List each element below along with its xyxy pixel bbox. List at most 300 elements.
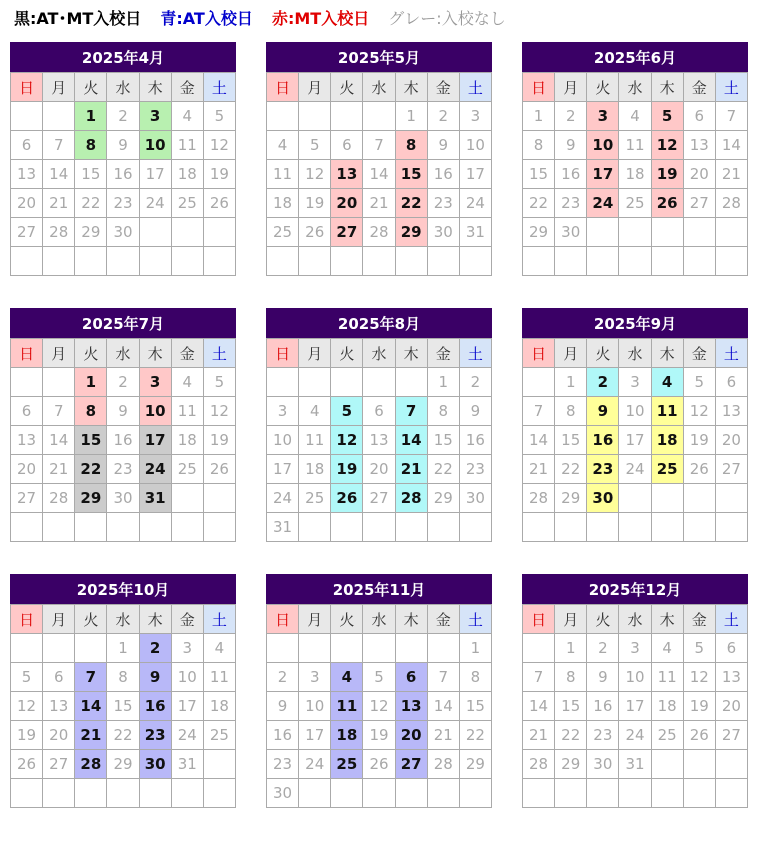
day-cell: 4: [267, 131, 299, 160]
day-cell: [427, 513, 459, 542]
day-cell: 11: [299, 426, 331, 455]
day-cell: 13: [395, 692, 427, 721]
day-cell: 13: [715, 663, 747, 692]
day-cell: 4: [651, 368, 683, 397]
day-cell: 26: [299, 218, 331, 247]
day-cell: [715, 779, 747, 808]
weekday-header: 金: [683, 605, 715, 634]
day-cell: 5: [299, 131, 331, 160]
weekday-header: 火: [75, 339, 107, 368]
day-cell: 15: [75, 426, 107, 455]
day-cell: 21: [75, 721, 107, 750]
legend-gray: グレー:入校なし: [388, 9, 506, 28]
day-cell: 28: [427, 750, 459, 779]
day-cell: [171, 484, 203, 513]
day-cell: [43, 102, 75, 131]
day-cell: [171, 247, 203, 276]
day-cell: 10: [619, 663, 651, 692]
day-cell: 29: [555, 484, 587, 513]
day-cell: [683, 484, 715, 513]
weekday-header: 木: [651, 605, 683, 634]
day-cell: [363, 779, 395, 808]
day-cell: 8: [555, 397, 587, 426]
day-cell: 24: [139, 455, 171, 484]
day-cell: 13: [11, 160, 43, 189]
day-cell: 26: [331, 484, 363, 513]
day-cell: [331, 779, 363, 808]
weekday-header: 土: [203, 73, 235, 102]
day-cell: 31: [139, 484, 171, 513]
month-calendar: [522, 308, 748, 542]
day-cell: [363, 247, 395, 276]
day-cell: 27: [43, 750, 75, 779]
weekday-header: 月: [555, 605, 587, 634]
weekday-header: 木: [395, 339, 427, 368]
weekday-header: 日: [11, 73, 43, 102]
day-cell: 12: [331, 426, 363, 455]
day-cell: 17: [171, 692, 203, 721]
day-cell: 24: [139, 189, 171, 218]
day-cell: [619, 218, 651, 247]
day-cell: 1: [427, 368, 459, 397]
day-cell: 12: [683, 397, 715, 426]
weekday-header: 水: [107, 605, 139, 634]
day-cell: 24: [619, 721, 651, 750]
day-cell: 27: [363, 484, 395, 513]
day-cell: 27: [11, 218, 43, 247]
day-cell: [683, 513, 715, 542]
day-cell: [395, 513, 427, 542]
day-cell: 19: [331, 455, 363, 484]
day-cell: 12: [203, 397, 235, 426]
day-cell: 22: [107, 721, 139, 750]
day-cell: 2: [587, 368, 619, 397]
day-cell: 4: [651, 634, 683, 663]
weekday-header: 金: [171, 605, 203, 634]
day-cell: [459, 247, 491, 276]
day-cell: [651, 779, 683, 808]
day-cell: 7: [715, 102, 747, 131]
day-cell: 23: [427, 189, 459, 218]
day-cell: [715, 484, 747, 513]
day-cell: [395, 368, 427, 397]
weekday-header: 月: [299, 73, 331, 102]
day-cell: [299, 247, 331, 276]
day-cell: [75, 513, 107, 542]
day-cell: 6: [683, 102, 715, 131]
weekday-header: 火: [587, 605, 619, 634]
day-cell: 23: [107, 455, 139, 484]
day-cell: 24: [619, 455, 651, 484]
day-cell: [363, 102, 395, 131]
day-cell: 10: [299, 692, 331, 721]
day-cell: 26: [363, 750, 395, 779]
day-cell: [11, 779, 43, 808]
weekday-header: 火: [587, 73, 619, 102]
day-cell: 4: [331, 663, 363, 692]
day-cell: 30: [587, 750, 619, 779]
month-table: [266, 604, 492, 808]
day-cell: [331, 513, 363, 542]
day-cell: [11, 513, 43, 542]
weekday-header: 金: [171, 339, 203, 368]
weekday-header: 火: [75, 605, 107, 634]
day-cell: 17: [619, 426, 651, 455]
day-cell: 11: [171, 397, 203, 426]
day-cell: 1: [75, 102, 107, 131]
weekday-header: 木: [395, 73, 427, 102]
day-cell: 21: [523, 455, 555, 484]
month-title: 2025年6月: [522, 42, 748, 72]
day-cell: 28: [395, 484, 427, 513]
day-cell: 15: [395, 160, 427, 189]
day-cell: 23: [267, 750, 299, 779]
day-cell: 4: [171, 102, 203, 131]
month-table: [10, 72, 236, 276]
day-cell: 2: [587, 634, 619, 663]
day-cell: 30: [107, 218, 139, 247]
day-cell: 14: [363, 160, 395, 189]
day-cell: 2: [555, 102, 587, 131]
day-cell: 18: [203, 692, 235, 721]
day-cell: 16: [587, 426, 619, 455]
day-cell: [267, 102, 299, 131]
weekday-header: 金: [683, 339, 715, 368]
legend-blue: 青:AT入校日: [160, 9, 253, 28]
day-cell: [43, 513, 75, 542]
weekday-header: 水: [363, 73, 395, 102]
day-cell: 30: [555, 218, 587, 247]
day-cell: 4: [203, 634, 235, 663]
month-title: 2025年4月: [10, 42, 236, 72]
day-cell: 17: [299, 721, 331, 750]
day-cell: 22: [395, 189, 427, 218]
weekday-header: 日: [267, 339, 299, 368]
day-cell: 5: [651, 102, 683, 131]
weekday-header: 土: [715, 339, 747, 368]
day-cell: 19: [299, 189, 331, 218]
day-cell: 6: [363, 397, 395, 426]
weekday-header: 水: [363, 339, 395, 368]
day-cell: 14: [715, 131, 747, 160]
day-cell: 1: [555, 634, 587, 663]
weekday-header: 土: [459, 605, 491, 634]
day-cell: [523, 368, 555, 397]
day-cell: 19: [683, 692, 715, 721]
day-cell: [75, 634, 107, 663]
day-cell: 18: [331, 721, 363, 750]
day-cell: 29: [75, 218, 107, 247]
weekday-header: 月: [299, 605, 331, 634]
day-cell: 21: [43, 189, 75, 218]
day-cell: 3: [619, 368, 651, 397]
day-cell: [139, 779, 171, 808]
day-cell: 18: [171, 426, 203, 455]
day-cell: 24: [171, 721, 203, 750]
day-cell: 5: [683, 368, 715, 397]
day-cell: [427, 247, 459, 276]
day-cell: [267, 247, 299, 276]
day-cell: 3: [139, 368, 171, 397]
day-cell: 9: [427, 131, 459, 160]
day-cell: 30: [107, 484, 139, 513]
day-cell: 31: [619, 750, 651, 779]
day-cell: 21: [43, 455, 75, 484]
day-cell: 13: [331, 160, 363, 189]
day-cell: [171, 513, 203, 542]
day-cell: 9: [139, 663, 171, 692]
day-cell: 23: [587, 721, 619, 750]
day-cell: 5: [203, 102, 235, 131]
day-cell: [587, 218, 619, 247]
day-cell: 22: [523, 189, 555, 218]
day-cell: 8: [395, 131, 427, 160]
day-cell: 10: [459, 131, 491, 160]
day-cell: 28: [75, 750, 107, 779]
day-cell: 1: [555, 368, 587, 397]
day-cell: 2: [427, 102, 459, 131]
day-cell: [619, 484, 651, 513]
day-cell: [363, 513, 395, 542]
day-cell: [459, 513, 491, 542]
day-cell: 10: [171, 663, 203, 692]
day-cell: [427, 779, 459, 808]
day-cell: 16: [555, 160, 587, 189]
day-cell: [523, 779, 555, 808]
day-cell: 8: [459, 663, 491, 692]
day-cell: 20: [715, 692, 747, 721]
day-cell: 17: [587, 160, 619, 189]
day-cell: 15: [459, 692, 491, 721]
day-cell: 21: [427, 721, 459, 750]
day-cell: 2: [459, 368, 491, 397]
day-cell: [331, 368, 363, 397]
day-cell: 1: [75, 368, 107, 397]
day-cell: 25: [651, 455, 683, 484]
day-cell: 5: [11, 663, 43, 692]
day-cell: 24: [299, 750, 331, 779]
month-calendar: [10, 308, 236, 542]
day-cell: 4: [171, 368, 203, 397]
day-cell: 21: [395, 455, 427, 484]
day-cell: [587, 779, 619, 808]
day-cell: 28: [43, 484, 75, 513]
day-cell: 7: [523, 663, 555, 692]
day-cell: 7: [395, 397, 427, 426]
day-cell: 10: [587, 131, 619, 160]
day-cell: 20: [331, 189, 363, 218]
day-cell: 28: [43, 218, 75, 247]
day-cell: 19: [651, 160, 683, 189]
day-cell: 17: [459, 160, 491, 189]
day-cell: 16: [107, 426, 139, 455]
day-cell: 4: [619, 102, 651, 131]
weekday-header: 土: [203, 605, 235, 634]
day-cell: 17: [139, 160, 171, 189]
day-cell: 2: [107, 102, 139, 131]
day-cell: [715, 247, 747, 276]
day-cell: 26: [203, 189, 235, 218]
day-cell: 22: [75, 189, 107, 218]
day-cell: [683, 750, 715, 779]
day-cell: 18: [651, 426, 683, 455]
day-cell: 25: [299, 484, 331, 513]
day-cell: 27: [683, 189, 715, 218]
day-cell: 21: [523, 721, 555, 750]
day-cell: 6: [11, 397, 43, 426]
day-cell: 27: [331, 218, 363, 247]
day-cell: 11: [651, 397, 683, 426]
day-cell: 29: [555, 750, 587, 779]
weekday-header: 月: [43, 339, 75, 368]
day-cell: 31: [267, 513, 299, 542]
day-cell: 3: [139, 102, 171, 131]
weekday-header: 木: [139, 339, 171, 368]
day-cell: 20: [43, 721, 75, 750]
weekday-header: 月: [555, 73, 587, 102]
legend: [14, 6, 520, 32]
day-cell: [651, 484, 683, 513]
day-cell: [523, 247, 555, 276]
day-cell: 29: [459, 750, 491, 779]
day-cell: [11, 102, 43, 131]
day-cell: 6: [11, 131, 43, 160]
day-cell: 29: [107, 750, 139, 779]
day-cell: 14: [523, 426, 555, 455]
weekday-header: 日: [11, 605, 43, 634]
day-cell: [651, 513, 683, 542]
day-cell: 25: [171, 189, 203, 218]
day-cell: 7: [523, 397, 555, 426]
day-cell: [459, 779, 491, 808]
day-cell: [43, 779, 75, 808]
day-cell: [203, 218, 235, 247]
weekday-header: 水: [619, 73, 651, 102]
day-cell: 19: [203, 160, 235, 189]
day-cell: 16: [587, 692, 619, 721]
day-cell: 16: [459, 426, 491, 455]
day-cell: [619, 779, 651, 808]
day-cell: 29: [523, 218, 555, 247]
day-cell: 23: [107, 189, 139, 218]
day-cell: 25: [331, 750, 363, 779]
day-cell: 16: [267, 721, 299, 750]
day-cell: 25: [619, 189, 651, 218]
day-cell: 11: [171, 131, 203, 160]
weekday-header: 木: [395, 605, 427, 634]
day-cell: 9: [107, 397, 139, 426]
day-cell: 20: [715, 426, 747, 455]
day-cell: 19: [11, 721, 43, 750]
day-cell: 10: [267, 426, 299, 455]
day-cell: [619, 247, 651, 276]
day-cell: [171, 779, 203, 808]
day-cell: 27: [715, 455, 747, 484]
day-cell: [683, 247, 715, 276]
month-table: [522, 604, 748, 808]
legend-red: 赤:MT入校日: [271, 9, 370, 28]
day-cell: 26: [651, 189, 683, 218]
day-cell: 29: [427, 484, 459, 513]
day-cell: 30: [139, 750, 171, 779]
day-cell: 18: [651, 692, 683, 721]
month-calendar: [522, 574, 748, 808]
weekday-header: 水: [619, 605, 651, 634]
day-cell: 28: [715, 189, 747, 218]
weekday-header: 水: [363, 605, 395, 634]
day-cell: 29: [395, 218, 427, 247]
weekday-header: 木: [139, 73, 171, 102]
weekday-header: 水: [107, 339, 139, 368]
day-cell: 7: [75, 663, 107, 692]
weekday-header: 月: [43, 605, 75, 634]
day-cell: 25: [651, 721, 683, 750]
month-title: 2025年7月: [10, 308, 236, 338]
month-calendar: [10, 42, 236, 276]
month-title: 2025年12月: [522, 574, 748, 604]
day-cell: 2: [139, 634, 171, 663]
day-cell: 19: [203, 426, 235, 455]
month-table: [266, 338, 492, 542]
weekday-header: 日: [267, 73, 299, 102]
day-cell: [203, 513, 235, 542]
day-cell: [395, 634, 427, 663]
day-cell: 17: [139, 426, 171, 455]
day-cell: 3: [459, 102, 491, 131]
day-cell: 8: [107, 663, 139, 692]
day-cell: [203, 484, 235, 513]
weekday-header: 水: [619, 339, 651, 368]
day-cell: 6: [331, 131, 363, 160]
day-cell: 26: [683, 721, 715, 750]
day-cell: 22: [75, 455, 107, 484]
day-cell: 9: [267, 692, 299, 721]
day-cell: 3: [267, 397, 299, 426]
day-cell: 11: [651, 663, 683, 692]
day-cell: 21: [363, 189, 395, 218]
day-cell: 6: [395, 663, 427, 692]
day-cell: 5: [203, 368, 235, 397]
weekday-header: 月: [43, 73, 75, 102]
month-table: [10, 338, 236, 542]
day-cell: [203, 779, 235, 808]
day-cell: 29: [75, 484, 107, 513]
day-cell: 18: [171, 160, 203, 189]
day-cell: 9: [555, 131, 587, 160]
day-cell: 13: [683, 131, 715, 160]
day-cell: [11, 634, 43, 663]
day-cell: [331, 247, 363, 276]
day-cell: 11: [619, 131, 651, 160]
day-cell: [75, 247, 107, 276]
day-cell: 27: [11, 484, 43, 513]
month-calendar: [266, 308, 492, 542]
day-cell: [683, 218, 715, 247]
day-cell: [331, 102, 363, 131]
day-cell: [331, 634, 363, 663]
day-cell: 3: [171, 634, 203, 663]
day-cell: [299, 779, 331, 808]
day-cell: 20: [11, 455, 43, 484]
day-cell: [619, 513, 651, 542]
month-calendar: [266, 42, 492, 276]
day-cell: 23: [555, 189, 587, 218]
day-cell: 27: [395, 750, 427, 779]
day-cell: 23: [139, 721, 171, 750]
weekday-header: 日: [11, 339, 43, 368]
month-calendar: [10, 574, 236, 808]
day-cell: [267, 634, 299, 663]
